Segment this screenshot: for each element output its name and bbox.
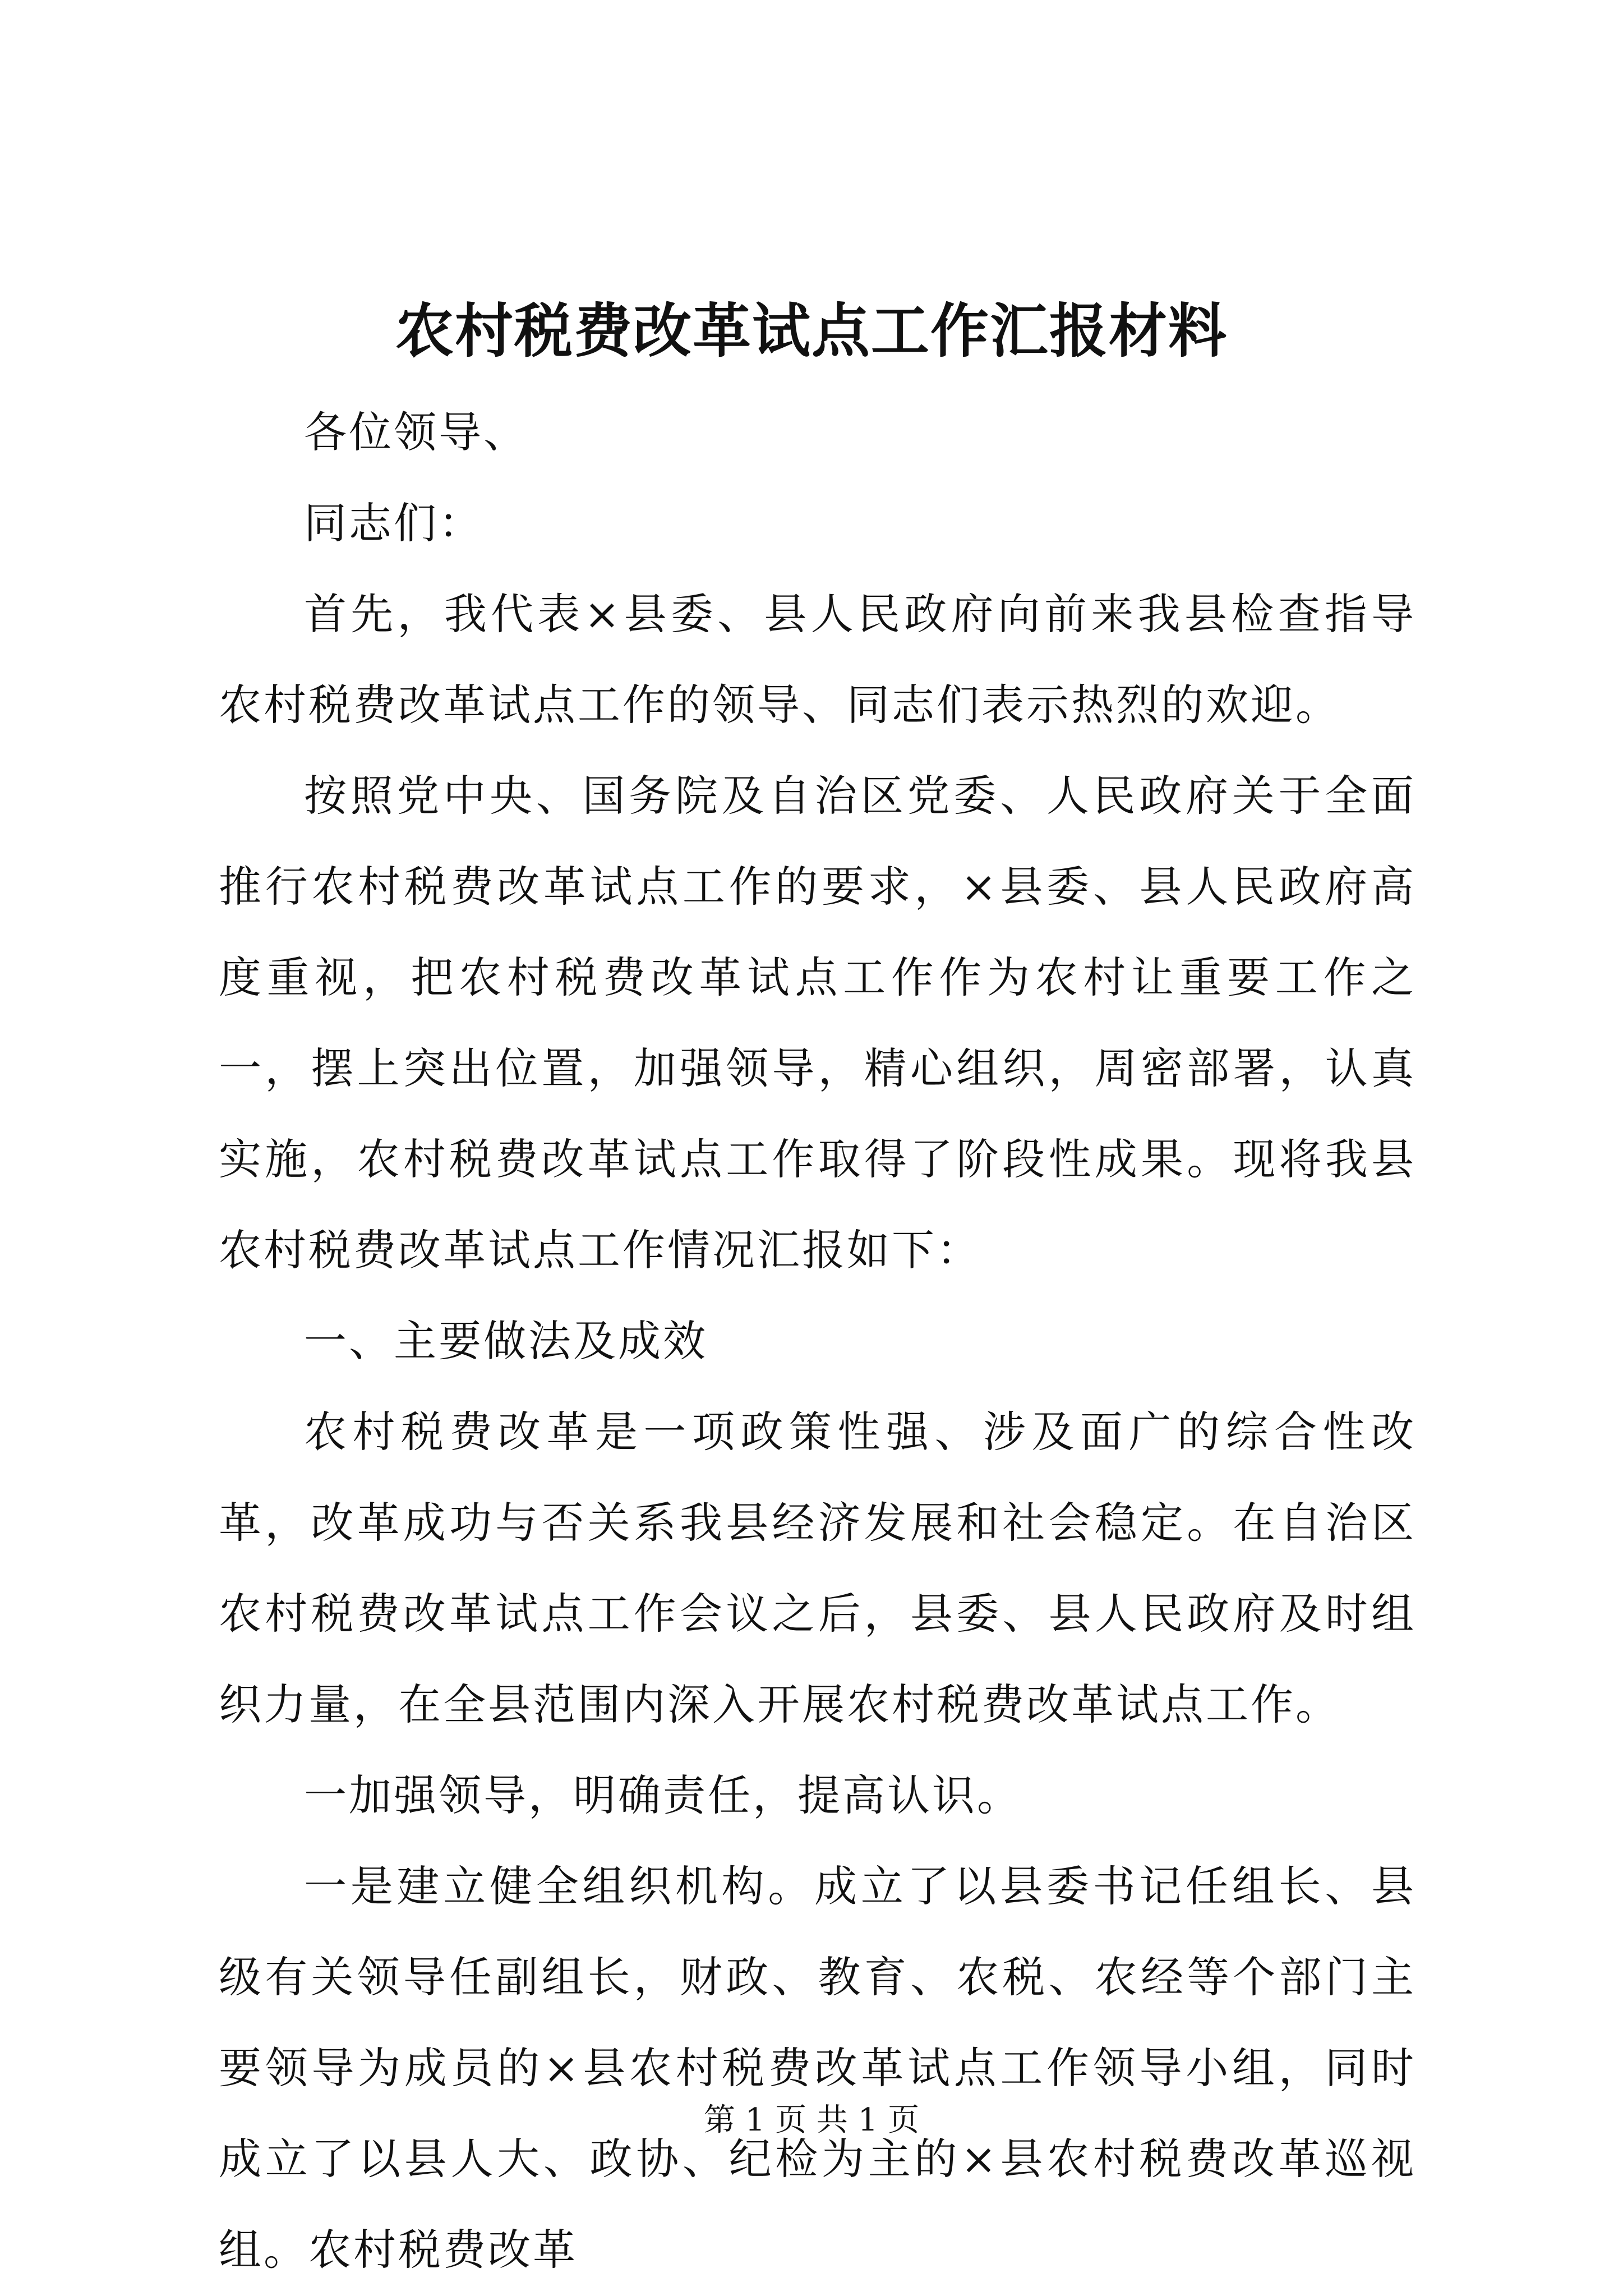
salutation-line-1: 各位领导、: [304, 407, 528, 457]
salutation-line-2: 同志们：: [304, 498, 483, 548]
paragraph-organization: 一是建立健全组织机构。成立了以县委书记任组长、县级有关领导任副组长，财政、教育、农税、农经等个部门主要领导为成员的×县农村税费改革试点工作领导小组，同时成立了以县人大、政协、纪检为主的×县农村税费改革巡视组。农村税费改革: [219, 1861, 1416, 2275]
subheading-leadership: 一加强领导，明确责任，提高认识。: [304, 1770, 1022, 1820]
document-title: 农村税费改革试点工作汇报材料: [395, 296, 1228, 365]
page-footer: 第 1 页 共 1 页: [703, 2102, 920, 2138]
document-body: [219, 387, 1416, 2295]
paragraph-reform-intro: 农村税费改革是一项政策性强、涉及面广的综合性改革，改革成功与否关系我县经济发展和社会稳定。在自治区农村税费改革试点工作会议之后，县委、县人民政府及时组织力量，在全县范围内深入开展农村税费改革试点工作。: [219, 1407, 1416, 1729]
section-heading-1: 一、主要做法及成效: [304, 1316, 708, 1366]
paragraph-welcome: 首先，我代表×县委、县人民政府向前来我县检查指导农村税费改革试点工作的领导、同志们表示热烈的欢迎。: [219, 589, 1416, 730]
paragraph-overview: 按照党中央、国务院及自治区党委、人民政府关于全面推行农村税费改革试点工作的要求，×县委、县人民政府高度重视，把农村税费改革试点工作作为农村让重要工作之一，摆上突出位置，加强领导，精心组织，周密部署，认真实施，农村税费改革试点工作取得了阶段性成果。现将我县农村税费改革试点工作情况汇报如下：: [219, 771, 1416, 1275]
